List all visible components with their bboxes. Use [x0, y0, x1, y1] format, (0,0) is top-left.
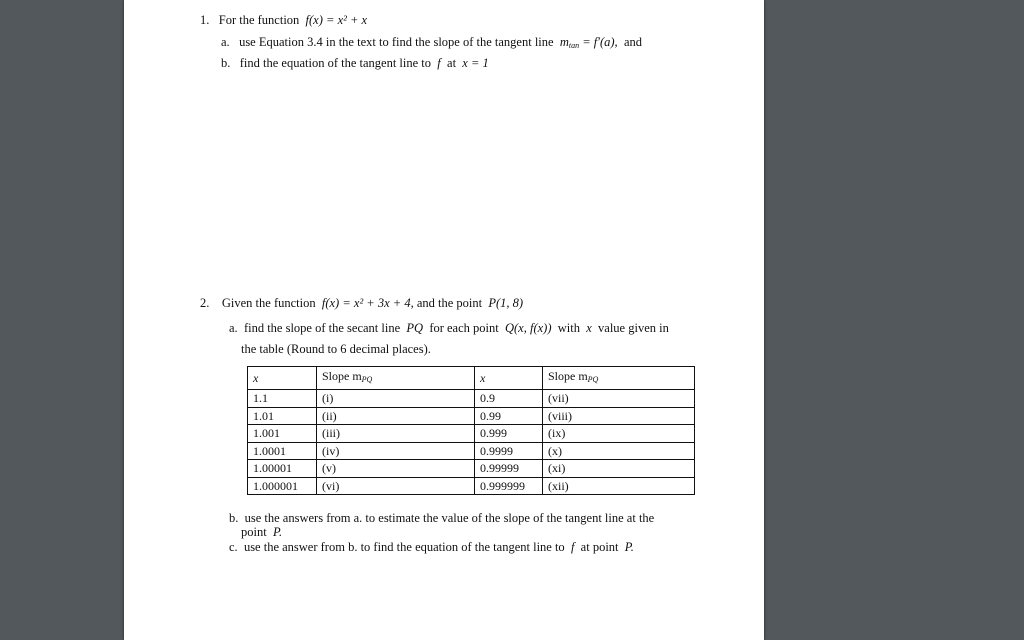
cell-s1: (v) [317, 460, 475, 478]
table-row [248, 425, 695, 443]
problem-2-a-text-4: value given in [598, 321, 669, 335]
problem-1-intro: For the function [218, 13, 300, 27]
problem-2-c-label: c. [229, 540, 238, 554]
document-page [124, 0, 764, 640]
problem-1-a-label: a. [221, 35, 230, 49]
problem-1-function: f(x) = x² + x [305, 13, 368, 27]
header-x-1: x [248, 367, 317, 390]
cell-s2: (x) [543, 442, 695, 460]
problem-1-b-text: find the equation of the tangent line to [239, 56, 432, 70]
table-row [248, 477, 695, 495]
problem-2-part-a [229, 321, 669, 336]
header-slope-1: Slope $m_{PQ}$ [317, 367, 475, 390]
cell-x1: 1.00001 [248, 460, 317, 478]
cell-x2: 0.99999 [475, 460, 543, 478]
problem-1-b-var: f [437, 56, 441, 70]
problem-2-part-b-line-2 [241, 525, 282, 540]
problem-1-a-text-2: and [623, 35, 642, 49]
cell-x1: 1.0001 [248, 442, 317, 460]
problem-2-b-point: P. [272, 525, 283, 539]
table-header-row [248, 367, 695, 390]
cell-x2: 0.9999 [475, 442, 543, 460]
problem-2-a-text-3: with [557, 321, 580, 335]
problem-2-a-label: a. [229, 321, 238, 335]
cell-x1: 1.000001 [248, 477, 317, 495]
problem-2-a-text-2: for each point [429, 321, 499, 335]
table-row [248, 442, 695, 460]
cell-x2: 0.99 [475, 407, 543, 425]
problem-2-function: f(x) = x² + 3x + 4, [321, 296, 414, 310]
problem-2-point: P(1, 8) [488, 296, 524, 310]
problem-1-number: 1. [200, 13, 210, 27]
cell-x1: 1.1 [248, 390, 317, 408]
problem-2-heading [200, 296, 523, 311]
slope-table [247, 366, 695, 495]
problem-2-b-text: use the answers from a. to estimate the value of the slope of the tangent line at the [244, 511, 655, 525]
problem-1-heading [200, 13, 367, 28]
problem-1-b-text-2: at [447, 56, 457, 70]
cell-x1: 1.001 [248, 425, 317, 443]
header-slope-2: Slope $m_{PQ}$ [543, 367, 695, 390]
problem-2-part-b [229, 511, 654, 526]
problem-1-a-formula: $m_{tan} = f'(a)$, [559, 35, 618, 50]
cell-s1: (vi) [317, 477, 475, 495]
problem-2-b-label: b. [229, 511, 239, 525]
cell-s1: (iii) [317, 425, 475, 443]
problem-2-part-c [229, 540, 634, 555]
cell-x2: 0.999 [475, 425, 543, 443]
problem-2-c-text: use the answer from b. to find the equation of the tangent line to [243, 540, 565, 554]
cell-x2: 0.9 [475, 390, 543, 408]
problem-2-a-text: find the slope of the secant line [243, 321, 401, 335]
problem-1-b-label: b. [221, 56, 231, 70]
cell-x1: 1.01 [248, 407, 317, 425]
cell-s1: (i) [317, 390, 475, 408]
problem-1-part-b [221, 56, 489, 71]
problem-2-intro-2: and the point [416, 296, 483, 310]
table-row [248, 460, 695, 478]
problem-1-b-point: x = 1 [462, 56, 489, 70]
table-row [248, 407, 695, 425]
cell-s2: (vii) [543, 390, 695, 408]
problem-2-number: 2. [200, 296, 210, 310]
problem-2-intro: Given the function [221, 296, 316, 310]
problem-1-part-a [221, 35, 642, 53]
cell-s2: (viii) [543, 407, 695, 425]
problem-2-part-a-line-2: the table (Round to 6 decimal places). [241, 342, 431, 356]
problem-2-a-q: Q(x, f(x)) [504, 321, 552, 335]
cell-s2: (xii) [543, 477, 695, 495]
cell-s2: (xi) [543, 460, 695, 478]
problem-2-a-pq: PQ [406, 321, 424, 335]
problem-1-a-text: use Equation 3.4 in the text to find the slope of the tangent line [239, 35, 554, 49]
problem-2-c-text-2: at point [580, 540, 619, 554]
problem-2-a-x: x [586, 321, 592, 335]
problem-2-b-text-2: point [241, 525, 267, 539]
problem-2-c-var: f [570, 540, 575, 554]
table-row [248, 390, 695, 408]
header-x-2: x [475, 367, 543, 390]
cell-x2: 0.999999 [475, 477, 543, 495]
cell-s1: (ii) [317, 407, 475, 425]
cell-s2: (ix) [543, 425, 695, 443]
cell-s1: (iv) [317, 442, 475, 460]
problem-2-c-point: P. [624, 540, 634, 554]
